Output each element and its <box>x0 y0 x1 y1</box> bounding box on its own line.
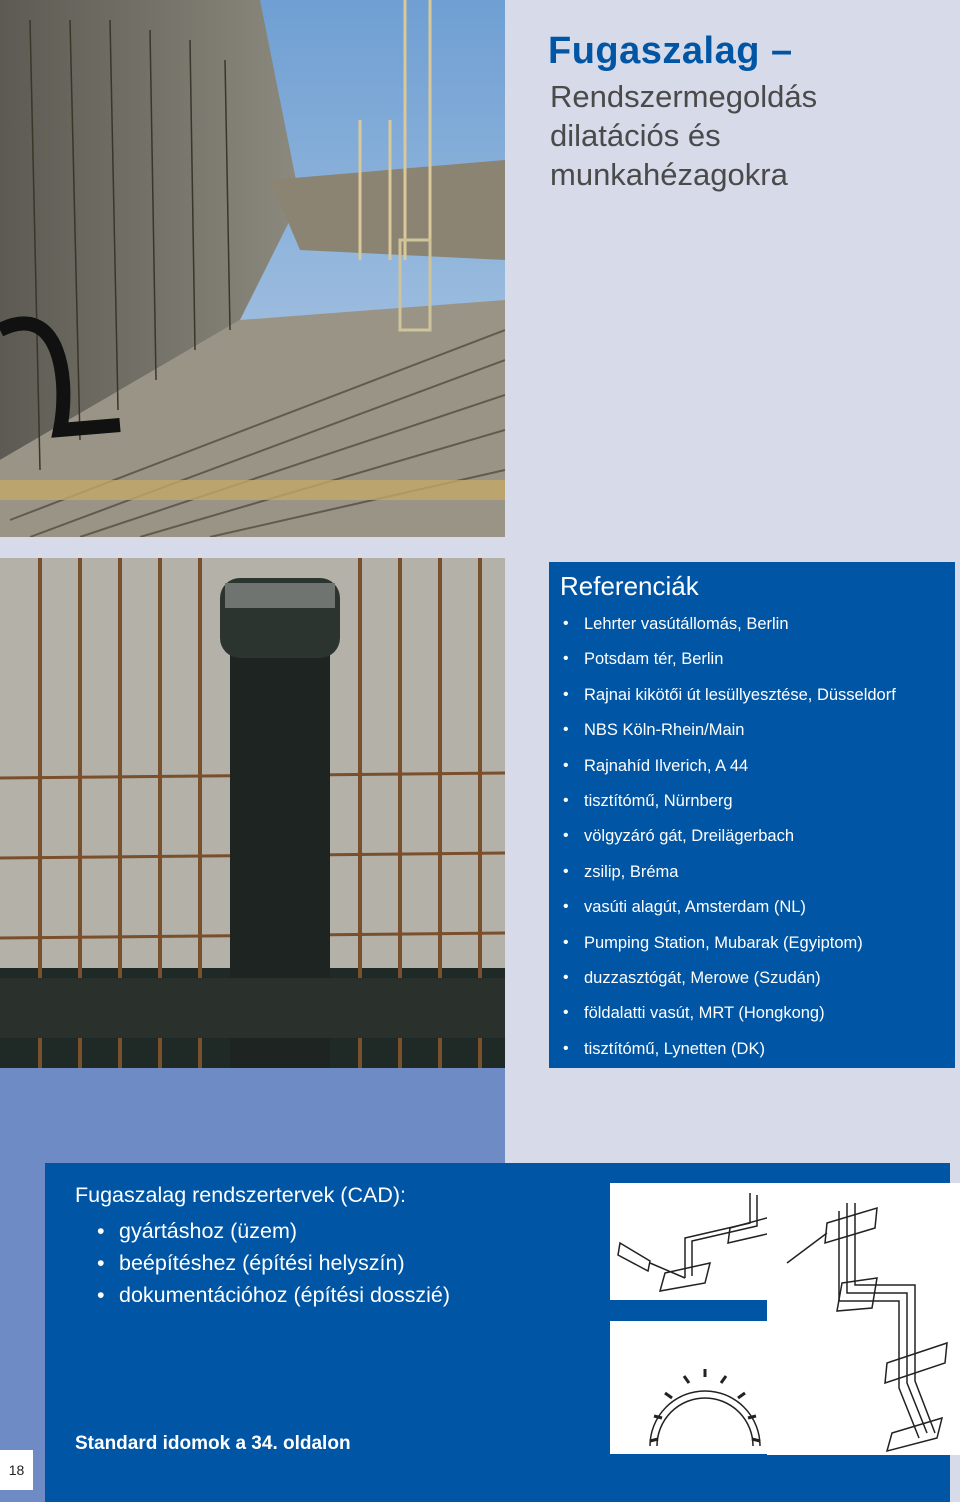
list-item: • Pumping Station, Mubarak (Egyiptom) <box>563 931 896 966</box>
list-item: • Rajnahíd Ilverich, A 44 <box>563 754 896 789</box>
list-item: • beépítéshez (építési helyszín) <box>97 1247 450 1279</box>
decorative-strip <box>0 1068 505 1163</box>
page-subtitle: Rendszermegoldás dilatációs és munkahézagokra <box>550 79 818 192</box>
cad-drawing-stepped <box>767 1183 960 1455</box>
cad-list <box>97 1215 450 1311</box>
cad-box <box>45 1163 950 1502</box>
list-item: • tisztítómű, Nürnberg <box>563 789 896 824</box>
waterstop-photo <box>0 558 505 1068</box>
page-title: Fugaszalag – <box>548 30 793 72</box>
list-item: • vasúti alagút, Amsterdam (NL) <box>563 895 896 930</box>
list-item: • duzzasztógát, Merowe (Szudán) <box>563 966 896 1001</box>
list-item: • völgyzáró gát, Dreilägerbach <box>563 824 896 859</box>
list-item: • Rajnai kikötői út lesüllyesztése, Düsseldorf <box>563 683 896 718</box>
list-item: • dokumentációhoz (építési dosszié) <box>97 1279 450 1311</box>
list-item: • NBS Köln-Rhein/Main <box>563 718 896 753</box>
list-item: • földalatti vasút, MRT (Hongkong) <box>563 1001 896 1036</box>
list-item: • gyártáshoz (üzem) <box>97 1215 450 1247</box>
references-box <box>549 562 955 1068</box>
references-list <box>563 612 896 1072</box>
cad-heading: Fugaszalag rendszertervek (CAD): <box>75 1183 406 1207</box>
list-item: • Lehrter vasútállomás, Berlin <box>563 612 896 647</box>
list-item: • tisztítómű, Lynetten (DK) <box>563 1037 896 1072</box>
page-number: 18 <box>0 1450 33 1490</box>
references-heading: Referenciák <box>560 571 699 601</box>
list-item: • zsilip, Bréma <box>563 860 896 895</box>
list-item: • Potsdam tér, Berlin <box>563 647 896 682</box>
cad-footer-note: Standard idomok a 34. oldalon <box>75 1433 351 1454</box>
construction-site-photo <box>0 0 505 537</box>
